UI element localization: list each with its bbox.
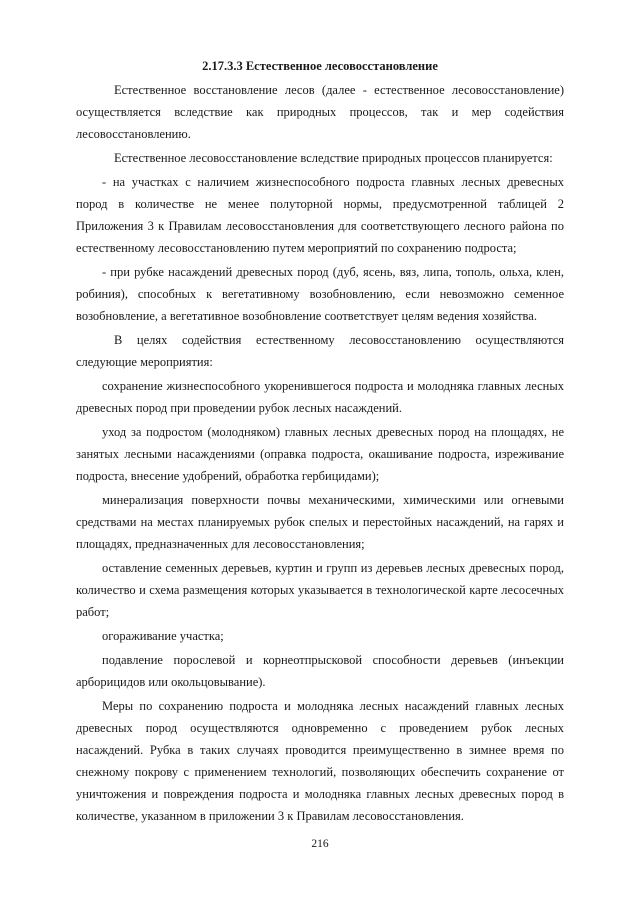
section-heading: 2.17.3.3 Естественное лесовосстановление bbox=[202, 59, 438, 73]
list-item-preserve-undergrowth: сохранение жизнеспособного укоренившегося подроста и молодняка главных лесных древесных пород при проведении рубок лесных насаждений. bbox=[76, 379, 564, 415]
paragraph-vegetative-renewal: - при рубке насаждений древесных пород (дуб, ясень, вяз, липа, тополь, ольха, клен, робиния), способных к вегетативному возобновлению, если невозможно семенное возобновление, а вегетативное возобновление соответствует целям ведения хозяйства. bbox=[76, 265, 564, 323]
list-item-seed-trees: оставление семенных деревьев, куртин и групп из деревьев лесных древесных пород, количество и схема размещения которых указывается в технологической карте лесосечных работ; bbox=[76, 561, 564, 619]
list-item-soil-mineralization: минерализация поверхности почвы механическими, химическими или огневыми средствами на местах планируемых рубок спелых и перестойных насаждений, на гарях и площадях, предназначенных для лесовосстановления; bbox=[76, 493, 564, 551]
paragraph-natural-processes: Естественное лесовосстановление вследствие природных процессов планируется: bbox=[114, 151, 553, 165]
list-item-care-undergrowth: уход за подростом (молодняком) главных лесных древесных пород на площадях, не занятых лесными насаждениями (оправка подроста, окашивание подроста, изреживание подроста, внесение удобрений, обработка гербицидами); bbox=[76, 425, 564, 483]
paragraph-intro: Естественное восстановление лесов (далее - естественное лесовосстановление) осуществляется вследствие как природных процессов, так и мер содействия лесовосстановлению. bbox=[76, 83, 564, 141]
list-item-fencing: огораживание участка; bbox=[102, 629, 224, 643]
paragraph-conservation-measures: Меры по сохранению подроста и молодняка лесных насаждений главных лесных древесных пород осуществляются одновременно с проведением рубок лесных насаждений. Рубка в таких случаях проводится преимущественно в зимнее время по снежному покрову с применением технологий, позволяющих обеспечить сохранение от уничтожения и повреждения подроста и молодняка главных лесных древесных пород в количестве, указанном в приложении 3 к Правилам лесовосстановления. bbox=[76, 699, 564, 823]
paragraph-undergrowth-sites: - на участках с наличием жизнеспособного подроста главных лесных древесных пород в количестве не менее полуторной нормы, предусмотренной таблицей 2 Приложения 3 к Правилам лесовосстановления для соответствующего лесного района по естественному лесовосстановлению путем мероприятий по сохранению подроста; bbox=[76, 175, 564, 255]
list-item-suppression: подавление порослевой и корнеотпрысковой способности деревьев (инъекции арборицидов или окольцовывание). bbox=[76, 653, 564, 689]
document-page bbox=[76, 56, 564, 829]
paragraph-assistance-measures: В целях содействия естественному лесовосстановлению осуществляются следующие мероприятия: bbox=[76, 333, 564, 369]
page-number: 216 bbox=[311, 838, 329, 850]
